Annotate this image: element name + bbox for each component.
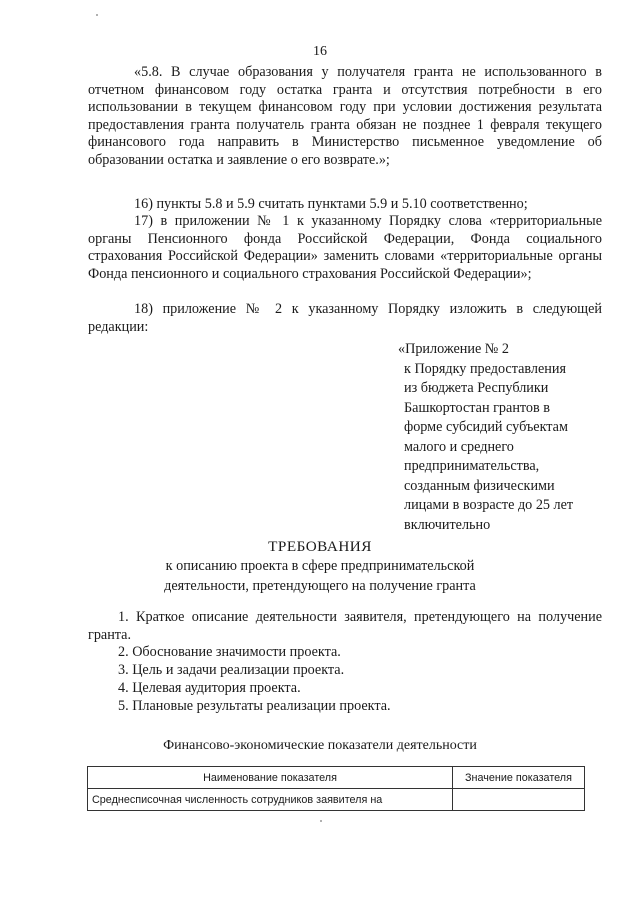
appendix-header [398, 340, 598, 535]
paragraph-16 [88, 196, 602, 214]
appendix-line: к Порядку предоставления [404, 360, 566, 377]
paragraph-17-text: 17) в приложении № 1 к указанному Порядку слова «территориальные органы Пенсионного фонда Российской Федерации, Фонда социального страхования Российской Федерации» заменить словами «территориальные органы Фонда пенсионного и социального страхования Российской Федерации»; [88, 213, 602, 282]
appendix-line: Башкортостан грантов в [404, 399, 550, 416]
table-header-cell: Наименование показателя [88, 767, 453, 789]
indicators-table [87, 766, 585, 811]
table-header-cell: Значение показателя [453, 767, 585, 789]
list-item-1-text: 1. Краткое описание деятельности заявителя, претендующего на получение гранта. [88, 609, 602, 643]
page-number: 16 [313, 44, 327, 59]
list-item-3: 3. Цель и задачи реализации проекта. [118, 662, 345, 678]
requirements-subtitle-line-1: к описанию проекта в сфере предпринимательской [165, 558, 475, 574]
requirements-subtitle-line-2: деятельности, претендующего на получение гранта [164, 577, 476, 594]
requirements-title: ТРЕБОВАНИЯ [268, 538, 372, 555]
scan-speck [320, 820, 322, 822]
paragraph-18-text: 18) приложение № 2 к указанному Порядку изложить в следующей редакции: [88, 301, 602, 335]
table-title: Финансово-экономические показатели деятельности [163, 738, 477, 753]
list-item-2: 2. Обоснование значимости проекта. [118, 644, 341, 660]
requirements-subtitle [0, 557, 640, 596]
appendix-line: включительно [404, 516, 491, 533]
scan-speck [96, 14, 98, 16]
list-item-1 [88, 609, 602, 644]
appendix-line: малого и среднего [404, 438, 514, 455]
list-item-4: 4. Целевая аудитория проекта. [118, 680, 301, 696]
appendix-line: предпринимательства, [404, 458, 540, 474]
paragraph-17 [88, 213, 602, 283]
paragraph-5-8 [88, 64, 602, 170]
appendix-line: из бюджета Республики [404, 380, 549, 396]
list-item-5: 5. Плановые результаты реализации проекта. [118, 698, 391, 714]
appendix-line: созданным физическими [404, 477, 555, 494]
table-cell [453, 789, 585, 811]
table-header-row [88, 767, 585, 789]
appendix-line: «Приложение № 2 [398, 341, 509, 357]
paragraph-18 [88, 301, 602, 336]
appendix-line: лицами в возрасте до 25 лет [404, 497, 574, 513]
table-cell: Среднесписочная численность сотрудников заявителя на [88, 789, 453, 811]
paragraph-5-8-text: «5.8. В случае образования у получателя гранта не использованного в отчетном финансовом году остатка гранта и отсутствия потребности в его использовании в текущем финансовом году при условии достижения результата предоставления гранта получатель гранта обязан не позднее 1 февраля текущего финансового года направить в Министерство письменное уведомление об образовании остатка и заявление о его возврате.»; [88, 64, 602, 168]
paragraph-16-text: 16) пункты 5.8 и 5.9 считать пунктами 5.9 и 5.10 соответственно; [134, 196, 528, 212]
appendix-line: форме субсидий субъектам [404, 419, 568, 435]
table-row [88, 789, 585, 811]
